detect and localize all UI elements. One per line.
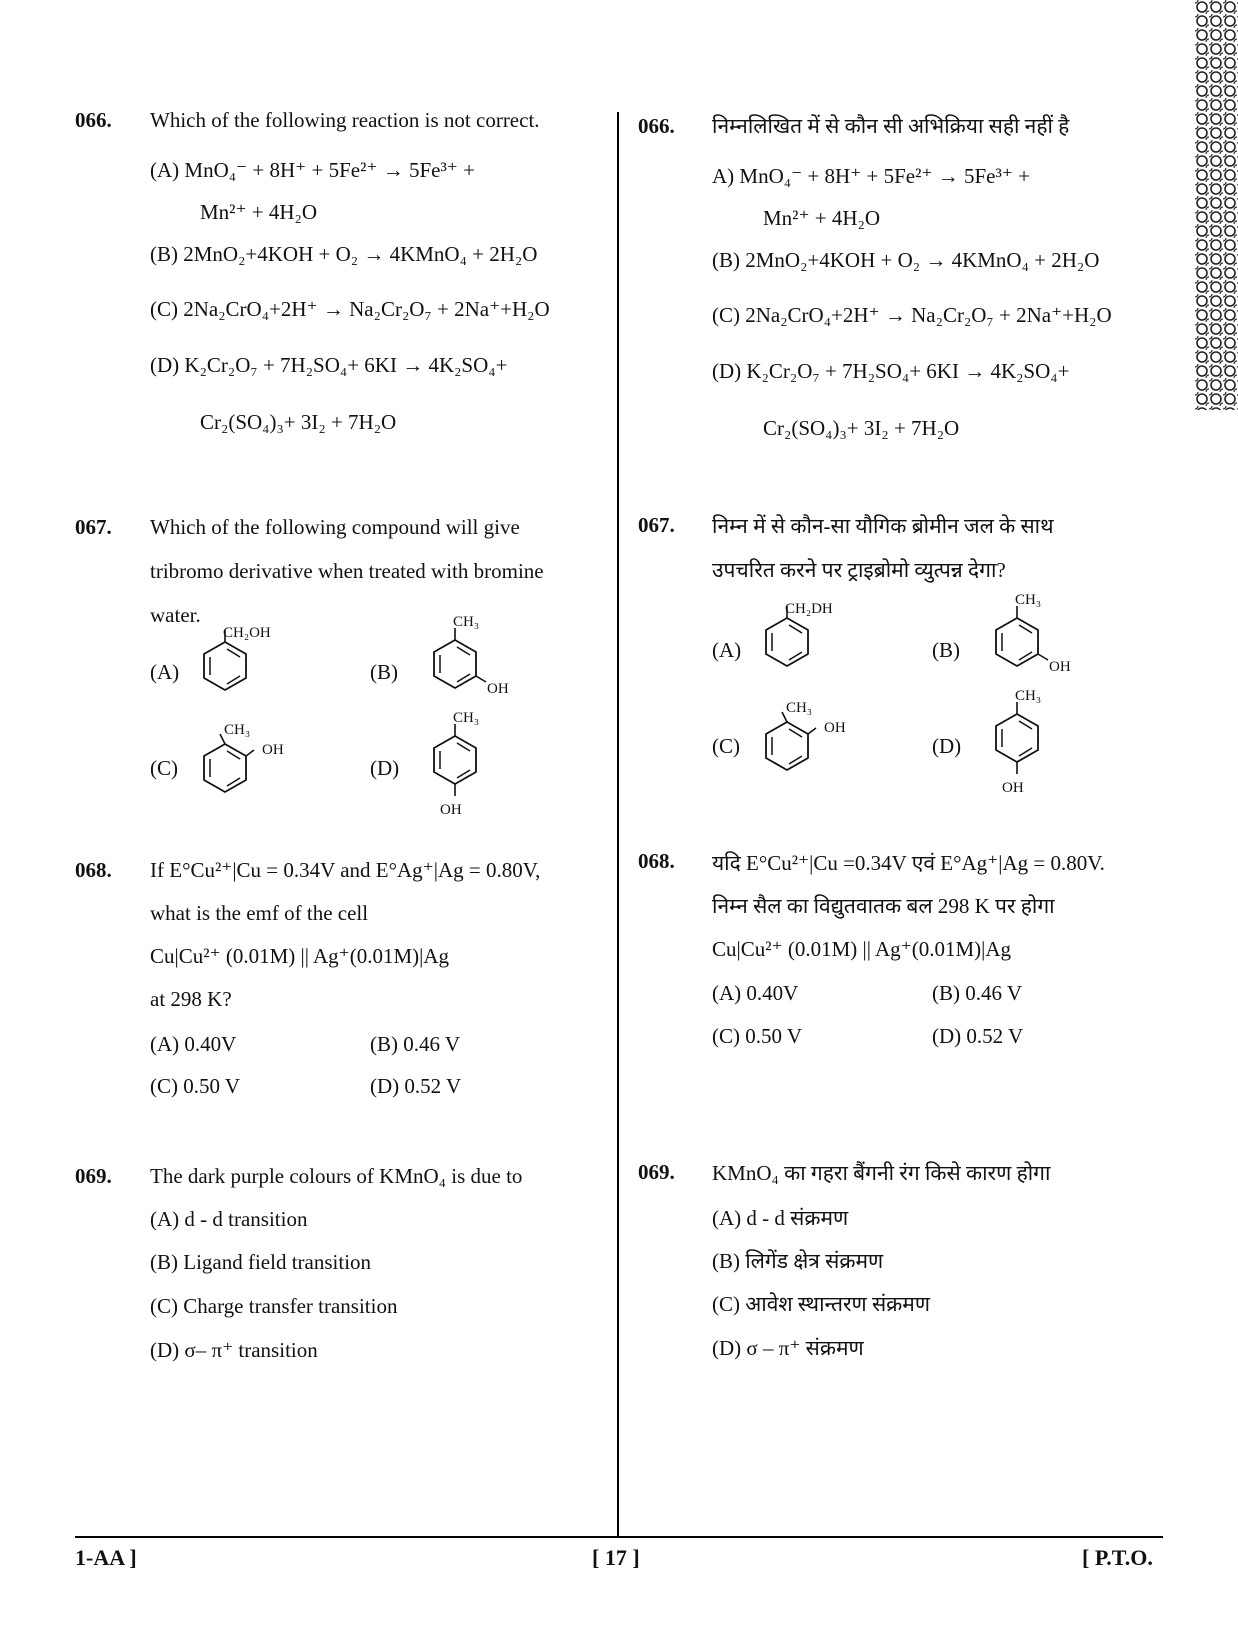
option-a-cont: Mn²⁺ + 4H₂O — [200, 200, 318, 224]
question-stem: KMnO₄ का गहरा बैंगनी रंग किसे कारण होगा — [712, 1161, 1051, 1185]
question-number: 067. — [638, 513, 675, 537]
question-stem-line-2: निम्न सैल का विद्युतवातक बल 298 K पर होगा — [712, 894, 1055, 918]
option-a: (A) d - d transition — [150, 1207, 308, 1231]
option-a-label: (A) — [712, 638, 742, 662]
option-b-label: (B) — [370, 660, 398, 684]
hydroxyl-label: OH — [440, 802, 462, 818]
option-c: (C) 2Na₂CrO₄+2H⁺ → Na₂Cr₂O₇ + 2Na⁺+H₂O — [150, 297, 550, 321]
option-d: (D) σ– π⁺ transition — [150, 1338, 318, 1362]
option-d: (D) K₂Cr₂O₇ + 7H₂SO₄+ 6KI → 4K₂SO₄+ — [150, 353, 508, 377]
m-cresol-structure — [982, 590, 1082, 690]
methyl-label: CH₃ — [453, 710, 480, 726]
option-d: (D) 0.52 V — [932, 1024, 1024, 1048]
question-stem-line-1: Which of the following compound will give — [150, 515, 520, 539]
o-cresol-structure — [752, 698, 852, 788]
option-a-label: (A) — [150, 660, 180, 684]
option-c: (C) 2Na₂CrO₄+2H⁺ → Na₂Cr₂O₇ + 2Na⁺+H₂O — [712, 303, 1112, 327]
question-number: 068. — [638, 849, 675, 873]
footer-rule — [75, 1536, 1163, 1538]
option-b: (B) 2MnO₂+4KOH + O₂ → 4KMnO₄ + 2H₂O — [150, 242, 538, 266]
hydroxyl-label: OH — [487, 681, 509, 697]
option-b: (B) 0.46 V — [932, 981, 1023, 1005]
p-cresol-structure — [982, 686, 1072, 806]
question-stem-line-2: what is the emf of the cell — [150, 901, 369, 925]
option-a: (A) MnO₄⁻ + 8H⁺ + 5Fe²⁺ → 5Fe³⁺ + — [150, 158, 475, 182]
question-stem-line-1: निम्न में से कौन-सा यौगिक ब्रोमीन जल के साथ — [712, 514, 1054, 538]
o-cresol-structure — [190, 720, 290, 810]
column-divider — [617, 112, 619, 1538]
option-c: (C) 0.50 V — [150, 1074, 241, 1098]
hydroxyl-label: OH — [1049, 659, 1071, 675]
option-c: (C) Charge transfer transition — [150, 1294, 398, 1318]
footer-pto: [ P.T.O. — [1082, 1545, 1153, 1570]
option-d: (D) 0.52 V — [370, 1074, 462, 1098]
m-cresol-structure — [420, 612, 520, 712]
question-stem-line-2: tribromo derivative when treated with bromine — [150, 559, 544, 583]
question-stem-line-3: water. — [150, 603, 201, 627]
question-stem-line-1: यदि E°Cu²⁺|Cu =0.34V एवं E°Ag⁺|Ag = 0.80V. — [712, 851, 1105, 875]
option-a: (A) 0.40V — [712, 981, 799, 1005]
decorative-border-pattern — [1195, 0, 1238, 410]
methyl-label: CH₃ — [1015, 688, 1042, 704]
hydroxyl-label: OH — [1002, 780, 1024, 796]
question-stem: Which of the following reaction is not correct. — [150, 108, 540, 132]
question-number: 066. — [75, 108, 112, 132]
question-number: 067. — [75, 515, 112, 539]
question-stem-line-1: If E°Cu²⁺|Cu = 0.34V and E°Ag⁺|Ag = 0.80V, — [150, 858, 541, 882]
question-stem: The dark purple colours of KMnO₄ is due to — [150, 1164, 523, 1188]
option-c-label: (C) — [712, 734, 740, 758]
methyl-label: CH₃ — [786, 700, 813, 716]
option-d-label: (D) — [932, 734, 962, 758]
benzyl-alcohol-structure — [752, 598, 842, 678]
option-b: (B) Ligand field transition — [150, 1250, 372, 1274]
question-stem-line-3: Cu|Cu²⁺ (0.01M) || Ag⁺(0.01M)|Ag — [712, 937, 1012, 961]
option-a: (A) 0.40V — [150, 1032, 237, 1056]
hydroxyl-label: OH — [824, 720, 846, 736]
option-c-label: (C) — [150, 756, 178, 780]
benzyl-alcohol-structure — [190, 622, 270, 702]
option-b: (B) लिगेंड क्षेत्र संक्रमण — [712, 1249, 884, 1273]
option-d-cont: Cr₂(SO₄)₃+ 3I₂ + 7H₂O — [200, 410, 397, 434]
option-c: (C) 0.50 V — [712, 1024, 803, 1048]
question-number: 069. — [75, 1164, 112, 1188]
methyl-label: CH₃ — [1015, 592, 1042, 608]
methyl-label: CH₃ — [453, 614, 480, 630]
hydroxyl-label: OH — [262, 742, 284, 758]
question-stem-line-4: at 298 K? — [150, 987, 232, 1011]
option-a: (A) d - d संक्रमण — [712, 1206, 849, 1230]
footer-booklet-code: 1-AA ] — [75, 1545, 137, 1570]
option-d-label: (D) — [370, 756, 400, 780]
question-number: 068. — [75, 858, 112, 882]
methyl-label: CH₃ — [224, 722, 251, 738]
question-stem: निम्नलिखित में से कौन सी अभिक्रिया सही नहीं है — [712, 114, 1070, 138]
option-b: (B) 0.46 V — [370, 1032, 461, 1056]
p-cresol-structure — [420, 708, 510, 828]
option-d-cont: Cr₂(SO₄)₃+ 3I₂ + 7H₂O — [763, 416, 960, 440]
option-d: (D) K₂Cr₂O₇ + 7H₂SO₄+ 6KI → 4K₂SO₄+ — [712, 359, 1070, 383]
option-c: (C) आवेश स्थान्तरण संक्रमण — [712, 1292, 931, 1316]
option-b: (B) 2MnO₂+4KOH + O₂ → 4KMnO₄ + 2H₂O — [712, 248, 1100, 272]
option-a: A) MnO₄⁻ + 8H⁺ + 5Fe²⁺ → 5Fe³⁺ + — [712, 164, 1030, 188]
option-b-label: (B) — [932, 638, 960, 662]
question-stem-line-3: Cu|Cu²⁺ (0.01M) || Ag⁺(0.01M)|Ag — [150, 944, 450, 968]
question-stem-line-2: उपचरित करने पर ट्राइब्रोमो व्युत्पन्न देगा? — [712, 558, 1006, 582]
substituent-label: CH₂OH — [223, 625, 271, 641]
substituent-label: CH₂DH — [785, 601, 833, 617]
option-a-cont: Mn²⁺ + 4H₂O — [763, 206, 881, 230]
option-d: (D) σ – π⁺ संक्रमण — [712, 1336, 864, 1360]
question-number: 066. — [638, 114, 675, 138]
footer-page-number: [ 17 ] — [592, 1545, 640, 1570]
question-number: 069. — [638, 1160, 675, 1184]
